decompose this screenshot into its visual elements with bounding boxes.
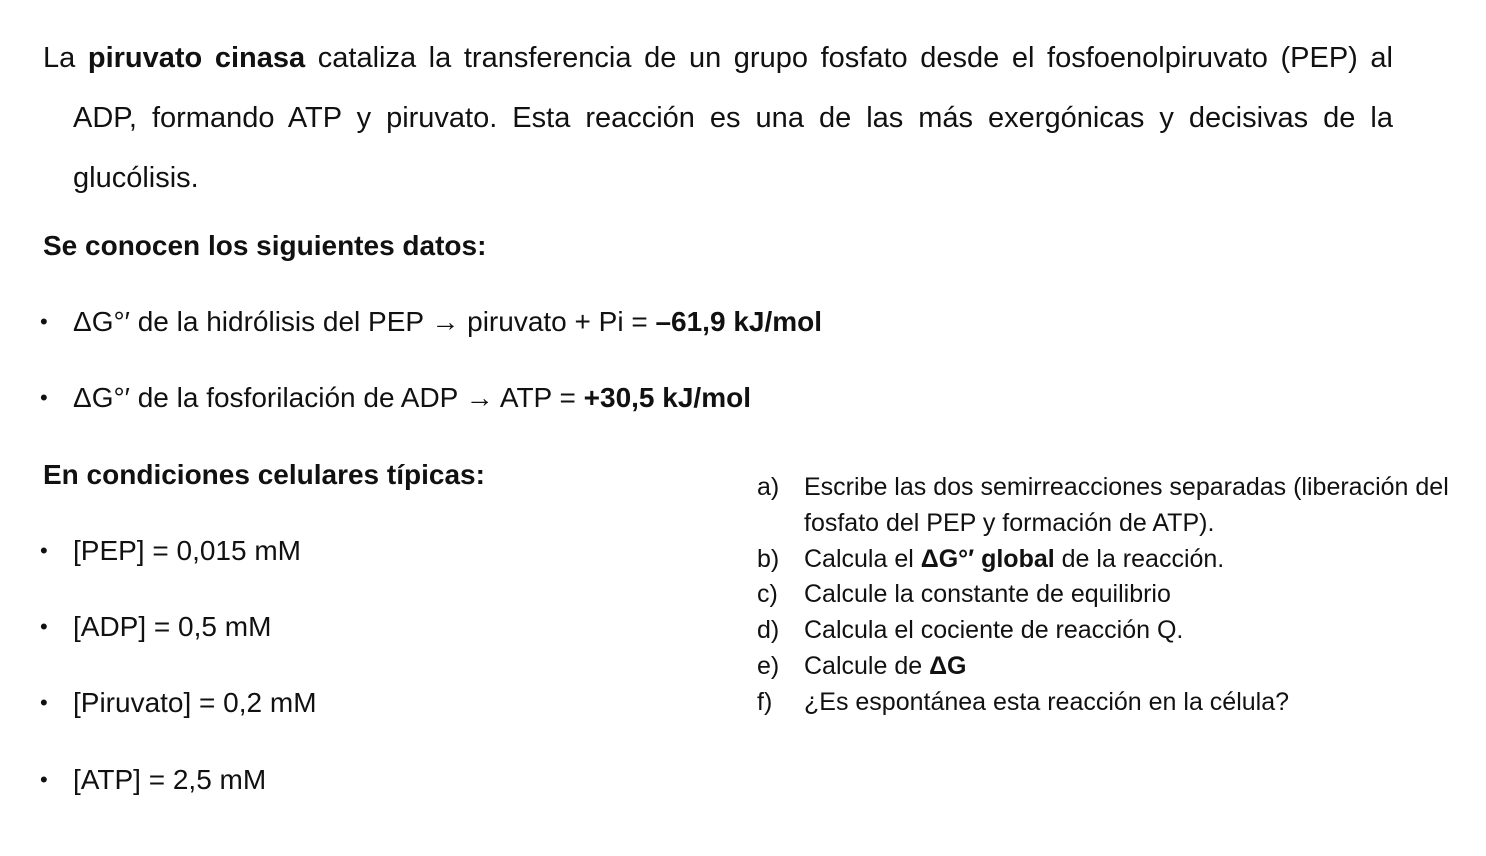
- question-label: f): [757, 687, 773, 716]
- question-text-pre: Calcula el: [804, 544, 921, 573]
- bullet-icon: •: [40, 385, 48, 410]
- question-label: b): [757, 544, 780, 573]
- condition-text: [ADP] = 0,5 mM: [73, 611, 272, 642]
- question-text-bold: ΔG: [929, 651, 967, 680]
- question-text: Escribe las dos semirreacciones separadas (liberación del fosfato del PEP y formación de ATP).: [804, 473, 1449, 537]
- conditions-heading: En condiciones celulares típicas:: [43, 459, 485, 490]
- question-item: [757, 685, 1457, 721]
- question-item: [757, 577, 1457, 613]
- question-label: c): [757, 580, 778, 609]
- questions-list: [757, 470, 1457, 721]
- question-label: e): [757, 651, 780, 680]
- bullet-icon: •: [40, 309, 48, 334]
- known-data-label: ΔG°′ de la hidrólisis del PEP → piruvato + Pi =: [73, 306, 656, 337]
- question-text-post: de la reacción.: [1054, 544, 1225, 573]
- question-text-bold: ΔG°′ global: [920, 544, 1055, 573]
- condition-item: [40, 609, 271, 645]
- known-data-value: –61,9 kJ/mol: [655, 306, 823, 337]
- bullet-icon: •: [40, 538, 48, 563]
- intro-text: cataliza la transferencia de un grupo fosfato desde el fosfoenolpiruvato (PEP) al ADP, formando ATP y piruvato. Esta reacción es una de las más exergónicas y decisivas de la glucólisis.: [73, 42, 1393, 194]
- condition-item: [40, 685, 317, 721]
- bullet-icon: •: [40, 614, 48, 639]
- condition-item: [40, 762, 266, 798]
- question-text: ¿Es espontánea esta reacción en la célula?: [804, 687, 1290, 716]
- question-text: Calcule la constante de equilibrio: [804, 580, 1171, 609]
- intro-prefix: La: [43, 42, 88, 74]
- condition-text: [ATP] = 2,5 mM: [73, 764, 267, 795]
- question-label: a): [757, 473, 780, 501]
- intro-paragraph: [43, 28, 1393, 208]
- condition-text: [PEP] = 0,015 mM: [73, 535, 301, 566]
- question-label: d): [757, 616, 780, 645]
- question-item: [757, 613, 1457, 649]
- question-item: [757, 470, 1457, 542]
- question-item: [757, 542, 1457, 578]
- bullet-icon: •: [40, 767, 48, 792]
- question-text-pre: Calcule de: [804, 651, 930, 680]
- known-data-item: [40, 304, 822, 340]
- condition-text: [Piruvato] = 0,2 mM: [73, 687, 317, 718]
- question-text: [804, 542, 1457, 578]
- known-data-value: +30,5 kJ/mol: [583, 382, 751, 413]
- question-text: Calcula el cociente de reacción Q.: [804, 616, 1184, 645]
- question-text: [804, 649, 1457, 685]
- condition-item: [40, 533, 301, 569]
- known-data-item: [40, 380, 751, 416]
- question-item: [757, 649, 1457, 685]
- bullet-icon: •: [40, 690, 48, 715]
- known-data-label: ΔG°′ de la fosforilación de ADP → ATP =: [73, 382, 584, 413]
- known-data-heading: Se conocen los siguientes datos:: [43, 230, 487, 261]
- enzyme-name: piruvato cinasa: [87, 42, 306, 74]
